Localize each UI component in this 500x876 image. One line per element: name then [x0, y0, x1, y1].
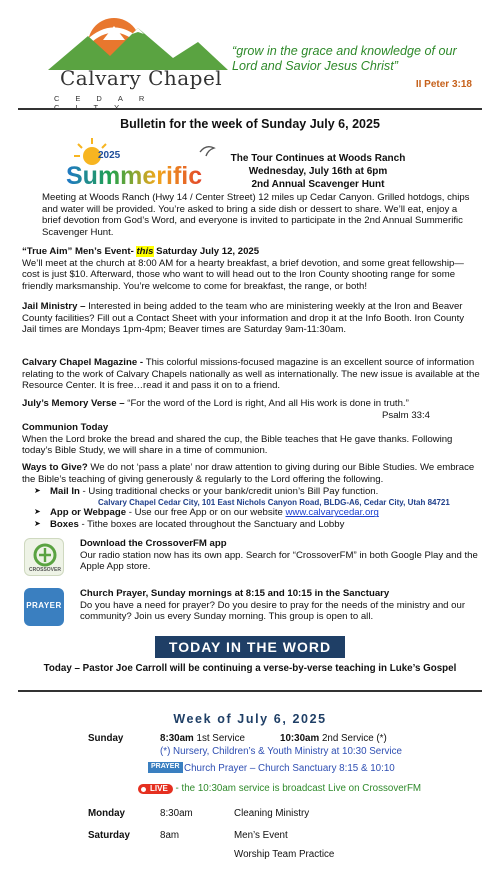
true-aim-section — [22, 246, 480, 293]
giving-option-app: ➤ App or Webpage - Use our free App or on our website www.calvarycedar.org — [34, 507, 379, 519]
bullet-icon: ➤ — [34, 486, 41, 495]
logo-subtitle: CEDAR — [54, 94, 161, 103]
ways-to-give-section — [22, 462, 480, 485]
schedule-divider — [18, 690, 482, 692]
logo-name: Calvary Chapel — [60, 66, 223, 90]
summerific-event-heading — [208, 152, 428, 191]
live-icon: LIVE — [138, 784, 173, 794]
communion-body: When the Lord broke the bread and shared the cup, the Bible teaches that He gave thanks. Following today’s Bible Study, we will share in a time of communion. — [22, 433, 453, 457]
live-broadcast-note: - the 10:30am service is broadcast Live on CrossoverFM — [175, 783, 422, 794]
header-quote: “grow in the grace and knowledge of our Lord and Savior Jesus Christ” — [232, 44, 457, 74]
saturday-time: 8am — [160, 830, 180, 841]
crossover-body: Our radio station now has its own app. Search for “CrossoverFM” in both Google Play and the Apple App store. — [80, 549, 478, 573]
saturday-event-1: Men’s Event — [234, 830, 288, 841]
prayer-small-icon: PRAYER — [148, 762, 183, 773]
monday-time: 8:30am — [160, 808, 193, 819]
monday-label: Monday — [88, 808, 126, 819]
crossover-title: Download the CrossoverFM app — [80, 538, 227, 549]
today-in-the-word-banner: TODAY IN THE WORD — [155, 636, 345, 658]
sunday-service-2: 10:30am 2nd Service (*) — [280, 733, 387, 744]
tour-line-3: 2nd Annual Scavenger Hunt — [251, 179, 385, 190]
sunday-label: Sunday — [88, 733, 124, 744]
sunday-service-1: 8:30am 1st Service — [160, 733, 245, 744]
bulletin-title: Bulletin for the week of Sunday July 6, 2025 — [120, 117, 380, 131]
prayer-body: Do you have a need for prayer? Do you desire to pray for the needs of the ministry and our community? Join us every Sunday morning. This group is open to all. — [80, 599, 466, 623]
live-broadcast-row — [138, 783, 421, 795]
magazine-section — [22, 357, 480, 392]
tour-line-1: The Tour Continues at Woods Ranch — [230, 153, 406, 164]
calvary-chapel-logo — [48, 12, 228, 102]
crossover-app-icon: CROSSOVER — [24, 538, 64, 576]
bullet-icon: ➤ — [34, 507, 41, 517]
nursery-note: (*) Nursery, Children’s & Youth Ministry at 10:30 Service — [160, 746, 402, 757]
week-schedule-title: Week of July 6, 2025 — [173, 712, 327, 726]
ways-to-give-title: Ways to Give? — [22, 462, 91, 473]
bulletin-header — [0, 0, 500, 110]
giving-option-mail: ➤ Mail In - Using traditional checks or your bank/credit union’s Bill Pay function. — [34, 486, 379, 497]
crossover-section — [80, 538, 482, 573]
giving-options-list — [34, 486, 484, 531]
prayer-title: Church Prayer, Sunday mornings at 8:15 and 10:15 in the Sanctuary — [80, 588, 390, 599]
jail-ministry-section — [22, 301, 480, 336]
jail-ministry-body: Interested in being added to the team who are ministering weekly at the Iron and Beaver County facilities? Fill out a Contact Sheet with your information and drop it at the Info Booth. Iron County Jail times are Mondays 1pm-4pm; Beaver times are Saturday 9am-11:30am. — [22, 301, 465, 336]
memory-verse-reference: Psalm 33:4 — [382, 409, 430, 421]
magazine-title: Calvary Chapel Magazine - — [22, 357, 146, 368]
communion-section — [22, 422, 480, 457]
magazine-body: This colorful missions-focused magazine is an excellent source of information relating to the work of Calvary Chapels nationally as well as internationally. The new issue is available at the Resource Center. It is free…read it and pass it on to a friend. — [22, 357, 480, 392]
saturday-label: Saturday — [88, 830, 130, 841]
bullet-icon: ➤ — [34, 519, 41, 529]
summerific-description: Meeting at Woods Ranch (Hwy 14 / Center Street) 12 miles up Cedar Canyon. Grilled hotdogs, chips and water will be provided. You’re asked to bring a side dish or dessert to share. We’ll eat, enjoy a brief devotion from God’s Word, and everyone is invited to participate in the 2nd Annual Summerific Scavenger Hunt. — [42, 192, 470, 239]
summerific-logo — [60, 136, 210, 192]
jail-ministry-title: Jail Ministry – — [22, 301, 89, 312]
mountain-sunrise-icon — [48, 12, 228, 72]
true-aim-body: We’ll meet at the church at 8:00 AM for a hearty breakfast, a brief devotion, and some great fellowship—cost is just $10. Afterward, those who want to will head out to the Iron County shooting range for some friendly marksmanship. You’re welcome to come for breakfast, the range, or both! — [22, 257, 464, 293]
website-link[interactable]: www.calvarycedar.org — [285, 507, 379, 519]
today-teaching-note: Today – Pastor Joe Carroll will be continuing a verse-by-verse teaching in Luke’s Gospel — [43, 663, 457, 674]
tour-line-2: Wednesday, July 16th at 6pm — [248, 166, 388, 177]
ways-to-give-body: We do not ‘pass a plate’ nor draw attention to giving during our Bible Studies. We embrace the Bible’s teaching of giving generously & regularly to the Lord offering the following. — [22, 462, 475, 485]
true-aim-title: “True Aim” Men’s Event- this Saturday July 12, 2025 — [22, 246, 260, 257]
church-mailing-address: Calvary Chapel Cedar City, 101 East Nichols Canyon Road, BLDG-A6, Cedar City, Utah 84721 — [98, 497, 450, 507]
prayer-icon: PRAYER — [24, 588, 64, 626]
church-prayer-note: Church Prayer – Church Sanctuary 8:15 & 10:10 — [184, 763, 395, 774]
summerific-year: 2025 — [98, 150, 121, 161]
header-quote-reference: II Peter 3:18 — [415, 79, 472, 90]
giving-option-boxes: ➤ Boxes - Tithe boxes are located throughout the Sanctuary and Lobby — [34, 519, 345, 531]
prayer-section — [80, 588, 482, 623]
memory-verse-title: July’s Memory Verse – — [22, 398, 128, 409]
summerific-word: Summerific — [66, 162, 203, 190]
communion-title: Communion Today — [22, 422, 109, 433]
saturday-event-2: Worship Team Practice — [234, 849, 335, 860]
header-divider — [18, 108, 482, 110]
memory-verse-text: “For the word of the Lord is right, And all His work is done in truth.” — [127, 398, 409, 409]
memory-verse-section — [22, 398, 480, 421]
monday-event: Cleaning Ministry — [234, 808, 310, 819]
